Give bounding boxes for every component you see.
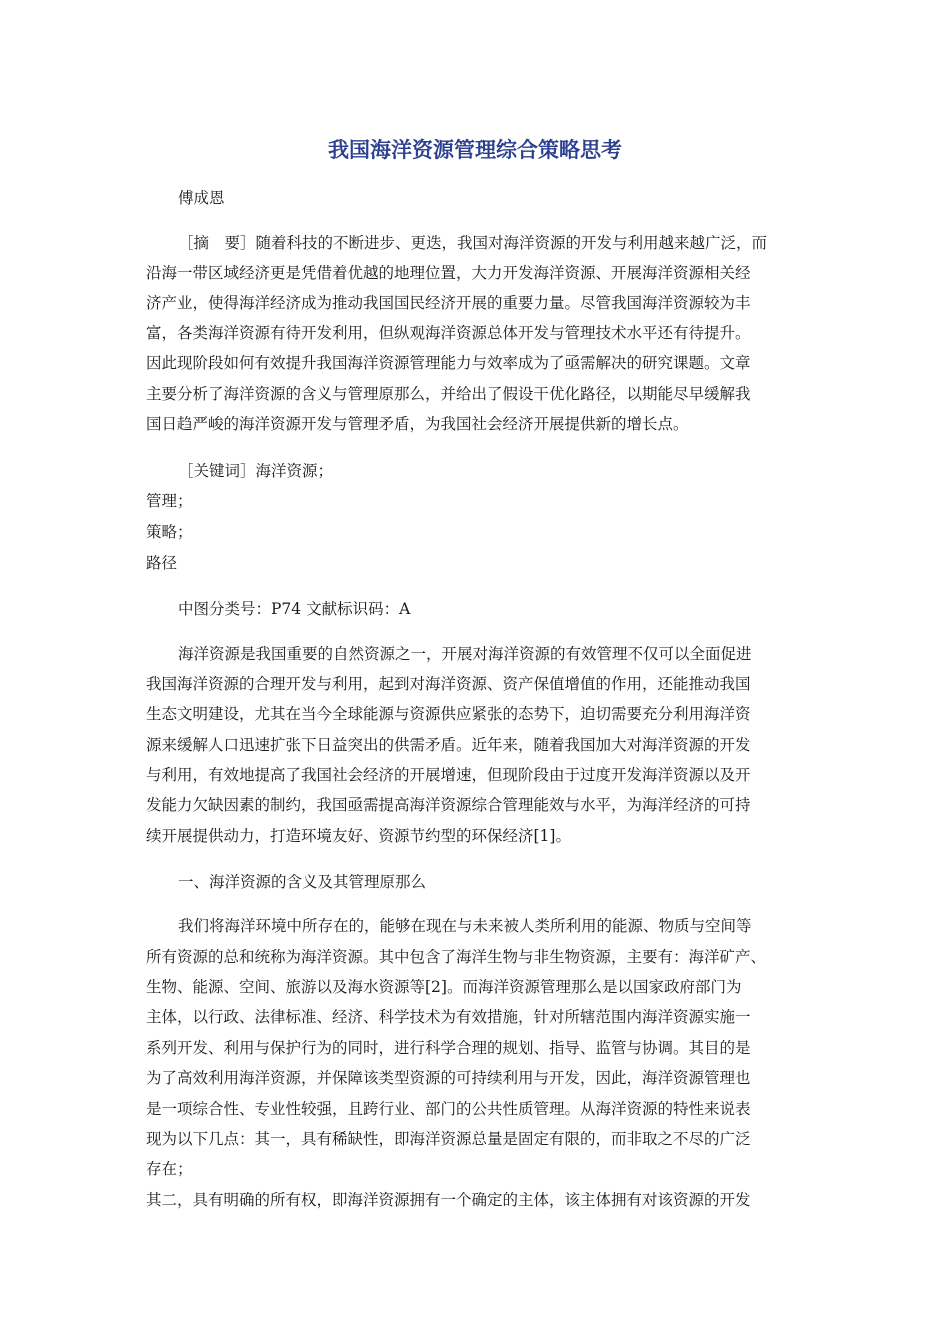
document-title: 我国海洋资源管理综合策略思考 <box>328 138 622 162</box>
paragraph-line: 发能力欠缺因素的制约，我国亟需提高海洋资源综合管理能效与水平，为海洋经济的可持 <box>146 796 751 814</box>
paragraph-line: 海洋资源是我国重要的自然资源之一，开展对海洋资源的有效管理不仅可以全面促进 <box>178 645 752 663</box>
paragraph-line: 我们将海洋环境中所存在的，能够在现在与未来被人类所利用的能源、物质与空间等 <box>178 917 752 935</box>
paragraph-line: 续开展提供动力，打造环境友好、资源节约型的环保经济[1]。 <box>146 827 571 845</box>
keywords-line: 路径 <box>146 554 178 572</box>
paragraph-line: 为了高效利用海洋资源，并保障该类型资源的可持续利用与开发，因此，海洋资源管理也 <box>146 1069 751 1087</box>
paragraph-line: 与利用，有效地提高了我国社会经济的开展增速，但现阶段由于过度开发海洋资源以及开 <box>146 766 751 784</box>
abstract-line: 主要分析了海洋资源的含义与管理原那么，并给出了假设干优化路径，以期能尽早缓解我 <box>146 385 751 403</box>
abstract-line: 因此现阶段如何有效提升我国海洋资源管理能力与效率成为了亟需解决的研究课题。文章 <box>146 354 751 372</box>
paragraph-line: 主体，以行政、法律标准、经济、科学技术为有效措施，针对所辖范围内海洋资源实施一 <box>146 1008 751 1026</box>
paragraph-line: 其二，具有明确的所有权，即海洋资源拥有一个确定的主体，该主体拥有对该资源的开发 <box>146 1191 751 1209</box>
abstract-line: 济产业，使得海洋经济成为推动我国国民经济开展的重要力量。尽管我国海洋资源较为丰 <box>146 294 751 312</box>
classification: 中图分类号：P74 文献标识码：A <box>178 600 411 618</box>
section-heading: 一、海洋资源的含义及其管理原那么 <box>178 873 427 891</box>
author: 傅成恩 <box>178 189 225 207</box>
paragraph-line: 生物、能源、空间、旅游以及海水资源等[2]。而海洋资源管理那么是以国家政府部门为 <box>146 978 742 996</box>
paragraph-line: 所有资源的总和统称为海洋资源。其中包含了海洋生物与非生物资源，主要有：海洋矿产、 <box>146 948 767 966</box>
abstract-line: 沿海一带区域经济更是凭借着优越的地理位置，大力开发海洋资源、开展海洋资源相关经 <box>146 264 751 282</box>
abstract-line: ［摘 要］随着科技的不断进步、更迭，我国对海洋资源的开发与利用越来越广泛，而 <box>178 234 768 252</box>
paragraph-line: 现为以下几点：其一，具有稀缺性，即海洋资源总量是固定有限的，而非取之不尽的广泛 <box>146 1130 751 1148</box>
abstract-line: 富，各类海洋资源有待开发利用，但纵观海洋资源总体开发与管理技术水平还有待提升。 <box>146 324 751 342</box>
paragraph-line: 生态文明建设，尤其在当今全球能源与资源供应紧张的态势下，迫切需要充分利用海洋资 <box>146 705 751 723</box>
keywords-line: 策略； <box>146 523 193 541</box>
paragraph-line: 源来缓解人口迅速扩张下日益突出的供需矛盾。近年来，随着我国加大对海洋资源的开发 <box>146 736 751 754</box>
abstract-line: 国日趋严峻的海洋资源开发与管理矛盾，为我国社会经济开展提供新的增长点。 <box>146 415 689 433</box>
paragraph-line: 是一项综合性、专业性较强，且跨行业、部门的公共性质管理。从海洋资源的特性来说表 <box>146 1100 751 1118</box>
keywords-line: ［关键词］海洋资源； <box>178 462 334 480</box>
paragraph-line: 存在； <box>146 1160 193 1178</box>
paragraph-line: 系列开发、利用与保护行为的同时，进行科学合理的规划、指导、监管与协调。其目的是 <box>146 1039 751 1057</box>
keywords-line: 管理； <box>146 492 193 510</box>
paragraph-line: 我国海洋资源的合理开发与利用，起到对海洋资源、资产保值增值的作用，还能推动我国 <box>146 675 751 693</box>
